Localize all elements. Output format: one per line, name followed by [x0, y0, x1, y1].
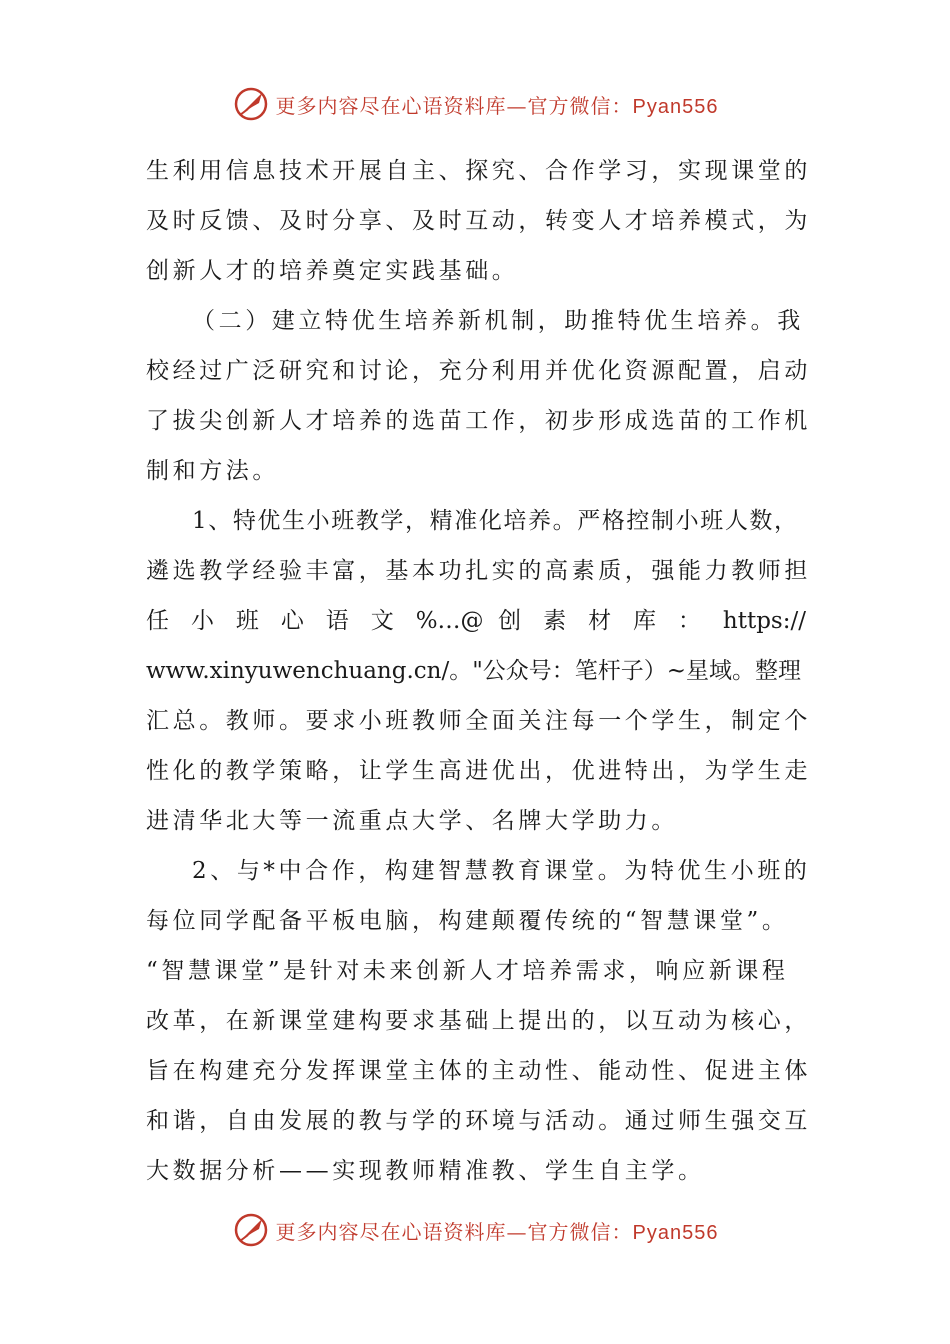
- text-line-7: 制和方法。: [146, 458, 279, 484]
- text-line-10: 任 小 班 心 语 文 %…@ 创 素 材 库 ： https://: [146, 608, 806, 634]
- text-line-4: （二）建立特优生培养新机制，助推特优生培养。我: [192, 308, 804, 334]
- header-banner: [0, 84, 950, 124]
- text-line-15: 2、与*中合作，构建智慧教育课堂。为特优生小班的: [192, 858, 811, 884]
- document-body: [146, 146, 811, 1196]
- text-line-14: 进清华北大等一流重点大学、名牌大学助力。: [146, 808, 678, 834]
- text-line-21: 大数据分析——实现教师精准教、学生自主学。: [146, 1158, 705, 1184]
- text-line-6: 了拔尖创新人才培养的选苗工作，初步形成选苗的工作机: [146, 408, 811, 434]
- header-dash: —: [506, 93, 528, 118]
- text-line-19: 旨在构建充分发挥课堂主体的主动性、能动性、促进主体: [146, 1058, 811, 1084]
- footer-official-label: 官方微信：: [527, 1219, 633, 1244]
- text-line-13: 性化的教学策略，让学生高进优出，优进特出，为学生走: [146, 758, 811, 784]
- text-line-18: 改革，在新课堂建构要求基础上提出的，以互动为核心，: [146, 1008, 811, 1034]
- text-line-8: 1、特优生小班教学，精准化培养。严格控制小班人数，: [192, 508, 799, 534]
- text-line-20: 和谐，自由发展的教与学的环境与活动。通过师生强交互: [146, 1108, 811, 1134]
- header-brand: 更多内容尽在心语资料库: [275, 93, 507, 118]
- text-line-11: www.xinyuwenchuang.cn/。"公众号：笔杆子）~星域。整理: [146, 658, 802, 684]
- header-wechat-id: Pyan556: [632, 95, 719, 118]
- footer-text: [276, 1216, 719, 1245]
- footer-brand: 更多内容尽在心语资料库: [275, 1219, 507, 1244]
- footer-wechat-id: Pyan556: [632, 1221, 719, 1244]
- header-official-label: 官方微信：: [527, 93, 633, 118]
- text-line-1: 生利用信息技术开展自主、探究、合作学习，实现课堂的: [146, 158, 811, 184]
- quill-logo-icon: [232, 85, 270, 123]
- text-line-17: “智慧课堂”是针对未来创新人才培养需求，响应新课程: [146, 958, 789, 984]
- text-line-5: 校经过广泛研究和讨论，充分利用并优化资源配置，启动: [146, 358, 811, 384]
- text-line-9: 遴选教学经验丰富，基本功扎实的高素质，强能力教师担: [146, 558, 811, 584]
- footer-banner: [0, 1210, 950, 1250]
- text-line-3: 创新人才的培养奠定实践基础。: [146, 258, 519, 284]
- text-line-2: 及时反馈、及时分享、及时互动，转变人才培养模式，为: [146, 208, 811, 234]
- footer-dash: —: [506, 1219, 528, 1244]
- header-text: [276, 90, 719, 119]
- text-line-12: 汇总。教师。要求小班教师全面关注每一个学生，制定个: [146, 708, 811, 734]
- quill-logo-icon: [232, 1211, 270, 1249]
- text-line-16: 每位同学配备平板电脑，构建颠覆传统的“智慧课堂”。: [146, 908, 789, 934]
